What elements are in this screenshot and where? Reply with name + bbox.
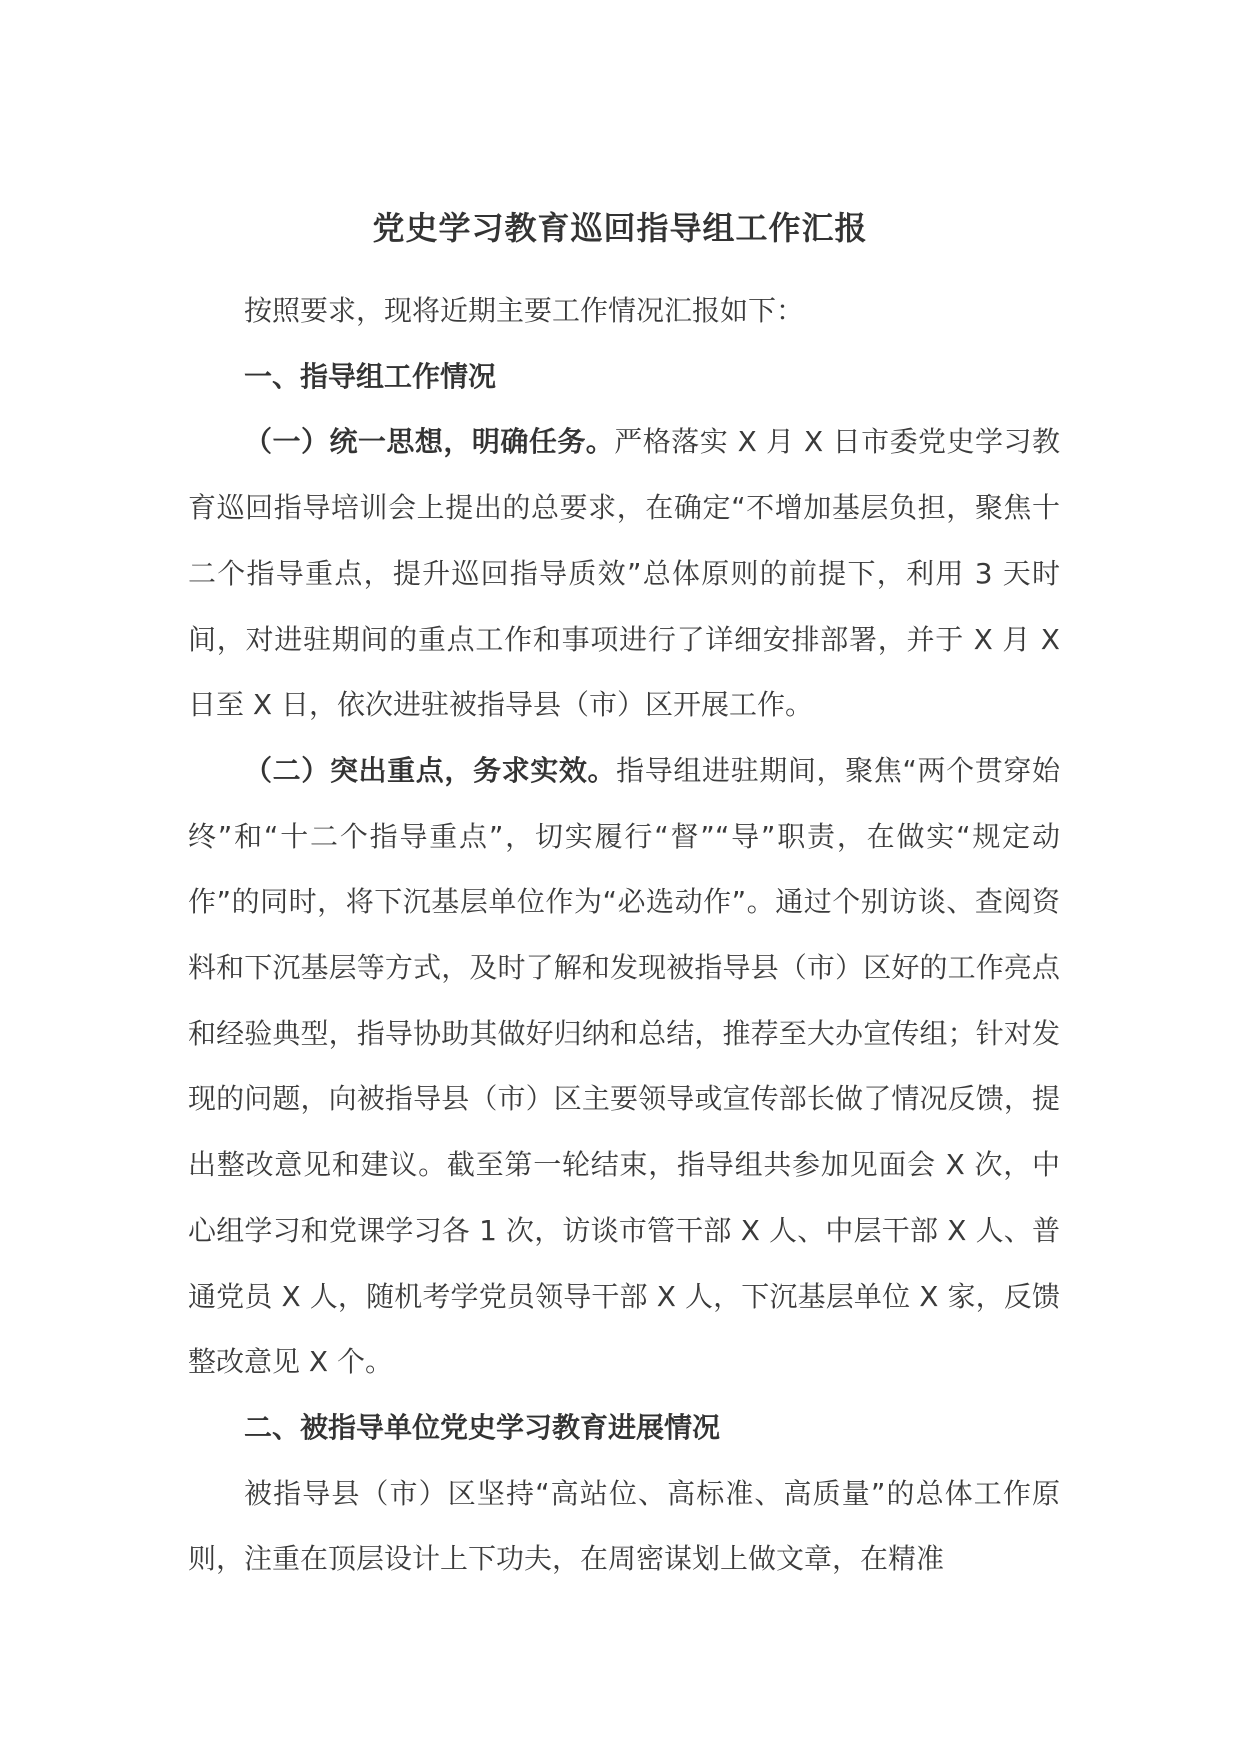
paragraph-item-1 [188,409,1060,738]
item-1-text: 严格落实 X 月 X 日市委党史学习教育巡回指导培训会上提出的总要求，在确定“不增加基层负担，聚焦十二个指导重点，提升巡回指导质效”总体原则的前提下，利用 3 天时间，对进驻期间的重点工作和事项进行了详细安排部署，并于 X 月 X 日至 X 日，依次进驻被指导县（市）区开展工作。 [188,425,1060,722]
section-heading-2: 二、被指导单位党史学习教育进展情况 [244,1410,721,1444]
item-2-lead: （二）突出重点，务求实效。 [244,753,617,787]
document-title: 党史学习教育巡回指导组工作汇报 [372,209,868,247]
document-body [188,278,1060,1592]
section-heading-1: 一、指导组工作情况 [244,359,497,393]
item-2-text: 指导组进驻期间，聚焦“两个贯穿始终”和“十二个指导重点”，切实履行“督”“导”职责，在做实“规定动作”的同时，将下沉基层单位作为“必选动作”。通过个别访谈、查阅资料和下沉基层等方式，及时了解和发现被指导县（市）区好的工作亮点和经验典型，指导协助其做好归纳和总结，推荐至大办宣传组；针对发现的问题，向被指导县（市）区主要领导或宣传部长做了情况反馈，提出整改意见和建议。截至第一轮结束，指导组共参加见面会 X 次，中心组学习和党课学习各 1 次，访谈市管干部 X 人、中层干部 X 人、普通党员 X 人，随机考学党员领导干部 X 人，下沉基层单位 X 家，反馈整改意见 X 个。 [188,753,1060,1379]
paragraph-item-2 [188,738,1060,1395]
section-2-paragraph: 被指导县（市）区坚持“高站位、高标准、高质量”的总体工作原则，注重在顶层设计上下功夫，在周密谋划上做文章，在精准 [188,1476,1060,1576]
item-1-lead: （一）统一思想，明确任务。 [244,425,615,459]
intro-paragraph: 按照要求，现将近期主要工作情况汇报如下： [244,294,805,327]
